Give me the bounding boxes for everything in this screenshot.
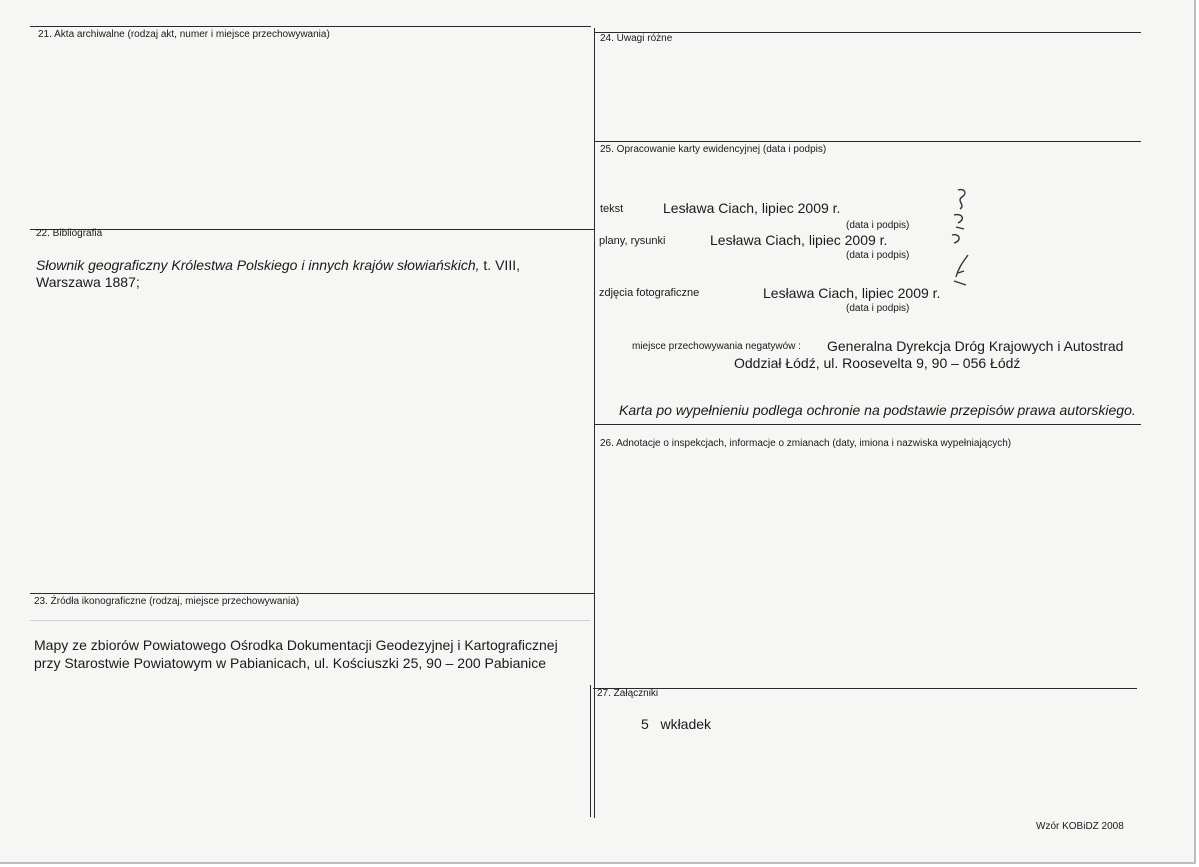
zdjecia-data-podpis: (data i podpis) (846, 303, 910, 314)
handwritten-signature (940, 185, 980, 295)
section-27-label: 27. Załączniki (597, 688, 659, 699)
bibliography-line-2: Warszawa 1887; (36, 274, 140, 290)
rule-22 (30, 229, 595, 230)
rule-27 (593, 688, 1137, 689)
rule-23 (30, 593, 595, 594)
zdjecia-label: zdjęcia fotograficzne (599, 287, 700, 299)
rule-26 (595, 424, 1141, 425)
zdjecia-value: Lesława Ciach, lipiec 2009 r. (763, 285, 941, 301)
tekst-label: tekst (600, 203, 624, 215)
section-25-label: 25. Opracowanie karty ewidencyjnej (data i podpis) (600, 144, 827, 155)
bibliography-volume: t. VIII, (479, 257, 520, 273)
plany-data-podpis: (data i podpis) (846, 250, 910, 261)
top-rule-left (30, 26, 591, 27)
iconography-line-2: przy Starostwie Powiatowym w Pabianicach, ul. Kościuszki 25, 90 – 200 Pabianice (34, 655, 547, 671)
bibliography-title: Słownik geograficzny Królestwa Polskiego i innych krajów słowiańskich, (36, 257, 480, 273)
section-26-label: 26. Adnotacje o inspekcjach, informacje o zmianach (daty, imiona i nazwiska wypełniających) (600, 438, 1012, 449)
top-rule-right (595, 32, 1141, 33)
copyright-notice: Karta po wypełnieniu podlega ochronie na podstawie przepisów prawa autorskiego. (619, 402, 1136, 418)
rule-23-sub (30, 620, 590, 621)
section-23-label: 23. Źródła ikonograficzne (rodzaj, miejsce przechowywania) (34, 596, 300, 607)
form-model: Wzór KOBiDZ 2008 (1036, 821, 1124, 832)
section-24-label: 24. Uwagi różne (600, 33, 673, 44)
attachments-value: 5 wkładek (641, 716, 712, 732)
bibliography-line-1 (36, 257, 520, 273)
tekst-data-podpis: (data i podpis) (846, 220, 910, 231)
plany-value: Lesława Ciach, lipiec 2009 r. (710, 232, 888, 248)
iconography-line-1: Mapy ze zbiorów Powiatowego Ośrodka Dokumentacji Geodezyjnej i Kartograficznej (34, 637, 558, 653)
center-divider (594, 28, 595, 818)
center-divider-lower (590, 685, 591, 817)
rule-25 (595, 141, 1141, 142)
negatives-label: miejsce przechowywania negatywów : (632, 341, 801, 352)
section-21-label: 21. Akta archiwalne (rodzaj akt, numer i miejsce przechowywania) (38, 29, 330, 40)
negatives-line-1: Generalna Dyrekcja Dróg Krajowych i Autostrad (827, 338, 1124, 354)
plany-label: plany, rysunki (599, 235, 666, 247)
tekst-value: Lesława Ciach, lipiec 2009 r. (663, 200, 841, 216)
negatives-line-2: Oddział Łódź, ul. Roosevelta 9, 90 – 056 Łódź (734, 355, 1021, 371)
section-22-label: 22. Bibliografia (36, 228, 103, 239)
